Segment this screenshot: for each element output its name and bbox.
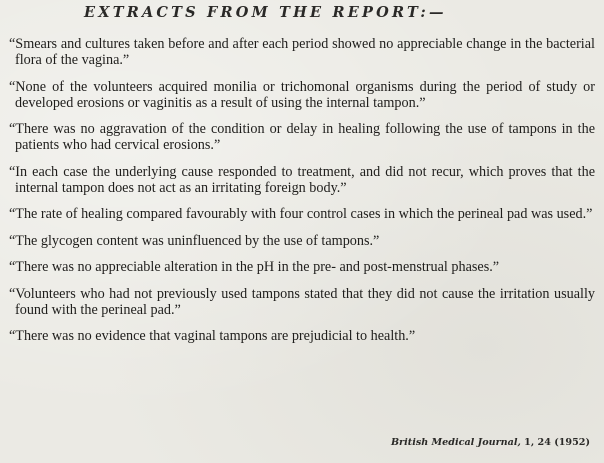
quote-item: “Volunteers who had not previously used tampons stated that they did not cause the irritation usually found with the perineal pad.” bbox=[9, 285, 595, 318]
quote-item: “Smears and cultures taken before and after each period showed no appreciable change in the bacterial flora of the vagina.” bbox=[9, 36, 595, 68]
quote-item: “The rate of healing compared favourably with four control cases in which the perineal pad was used.” bbox=[9, 206, 593, 222]
quote-item: “There was no evidence that vaginal tampons are prejudicial to health.” bbox=[9, 328, 416, 344]
citation-reference: 1, 24 (1952) bbox=[524, 437, 590, 448]
report-heading: EXTRACTS FROM THE REPORT:— bbox=[84, 4, 447, 21]
citation bbox=[391, 437, 590, 448]
quote-item: “The glycogen content was uninfluenced by the use of tampons.” bbox=[9, 232, 380, 249]
quote-list bbox=[9, 36, 595, 355]
quote-item: “There was no appreciable alteration in the pH in the pre- and post-menstrual phases.” bbox=[9, 259, 500, 275]
quote-item: “In each case the underlying cause responded to treatment, and did not recur, which proves that the internal tampon does not act as an irritating foreign body.” bbox=[9, 163, 595, 196]
quote-item: “None of the volunteers acquired monilia or trichomonal organisms during the period of study or developed erosions or vaginitis as a result of using the internal tampon.” bbox=[9, 78, 595, 111]
quote-item: “There was no aggravation of the condition or delay in healing following the use of tampons in the patients who had cervical erosions.” bbox=[9, 121, 595, 153]
citation-journal: British Medical Journal, bbox=[390, 437, 521, 448]
